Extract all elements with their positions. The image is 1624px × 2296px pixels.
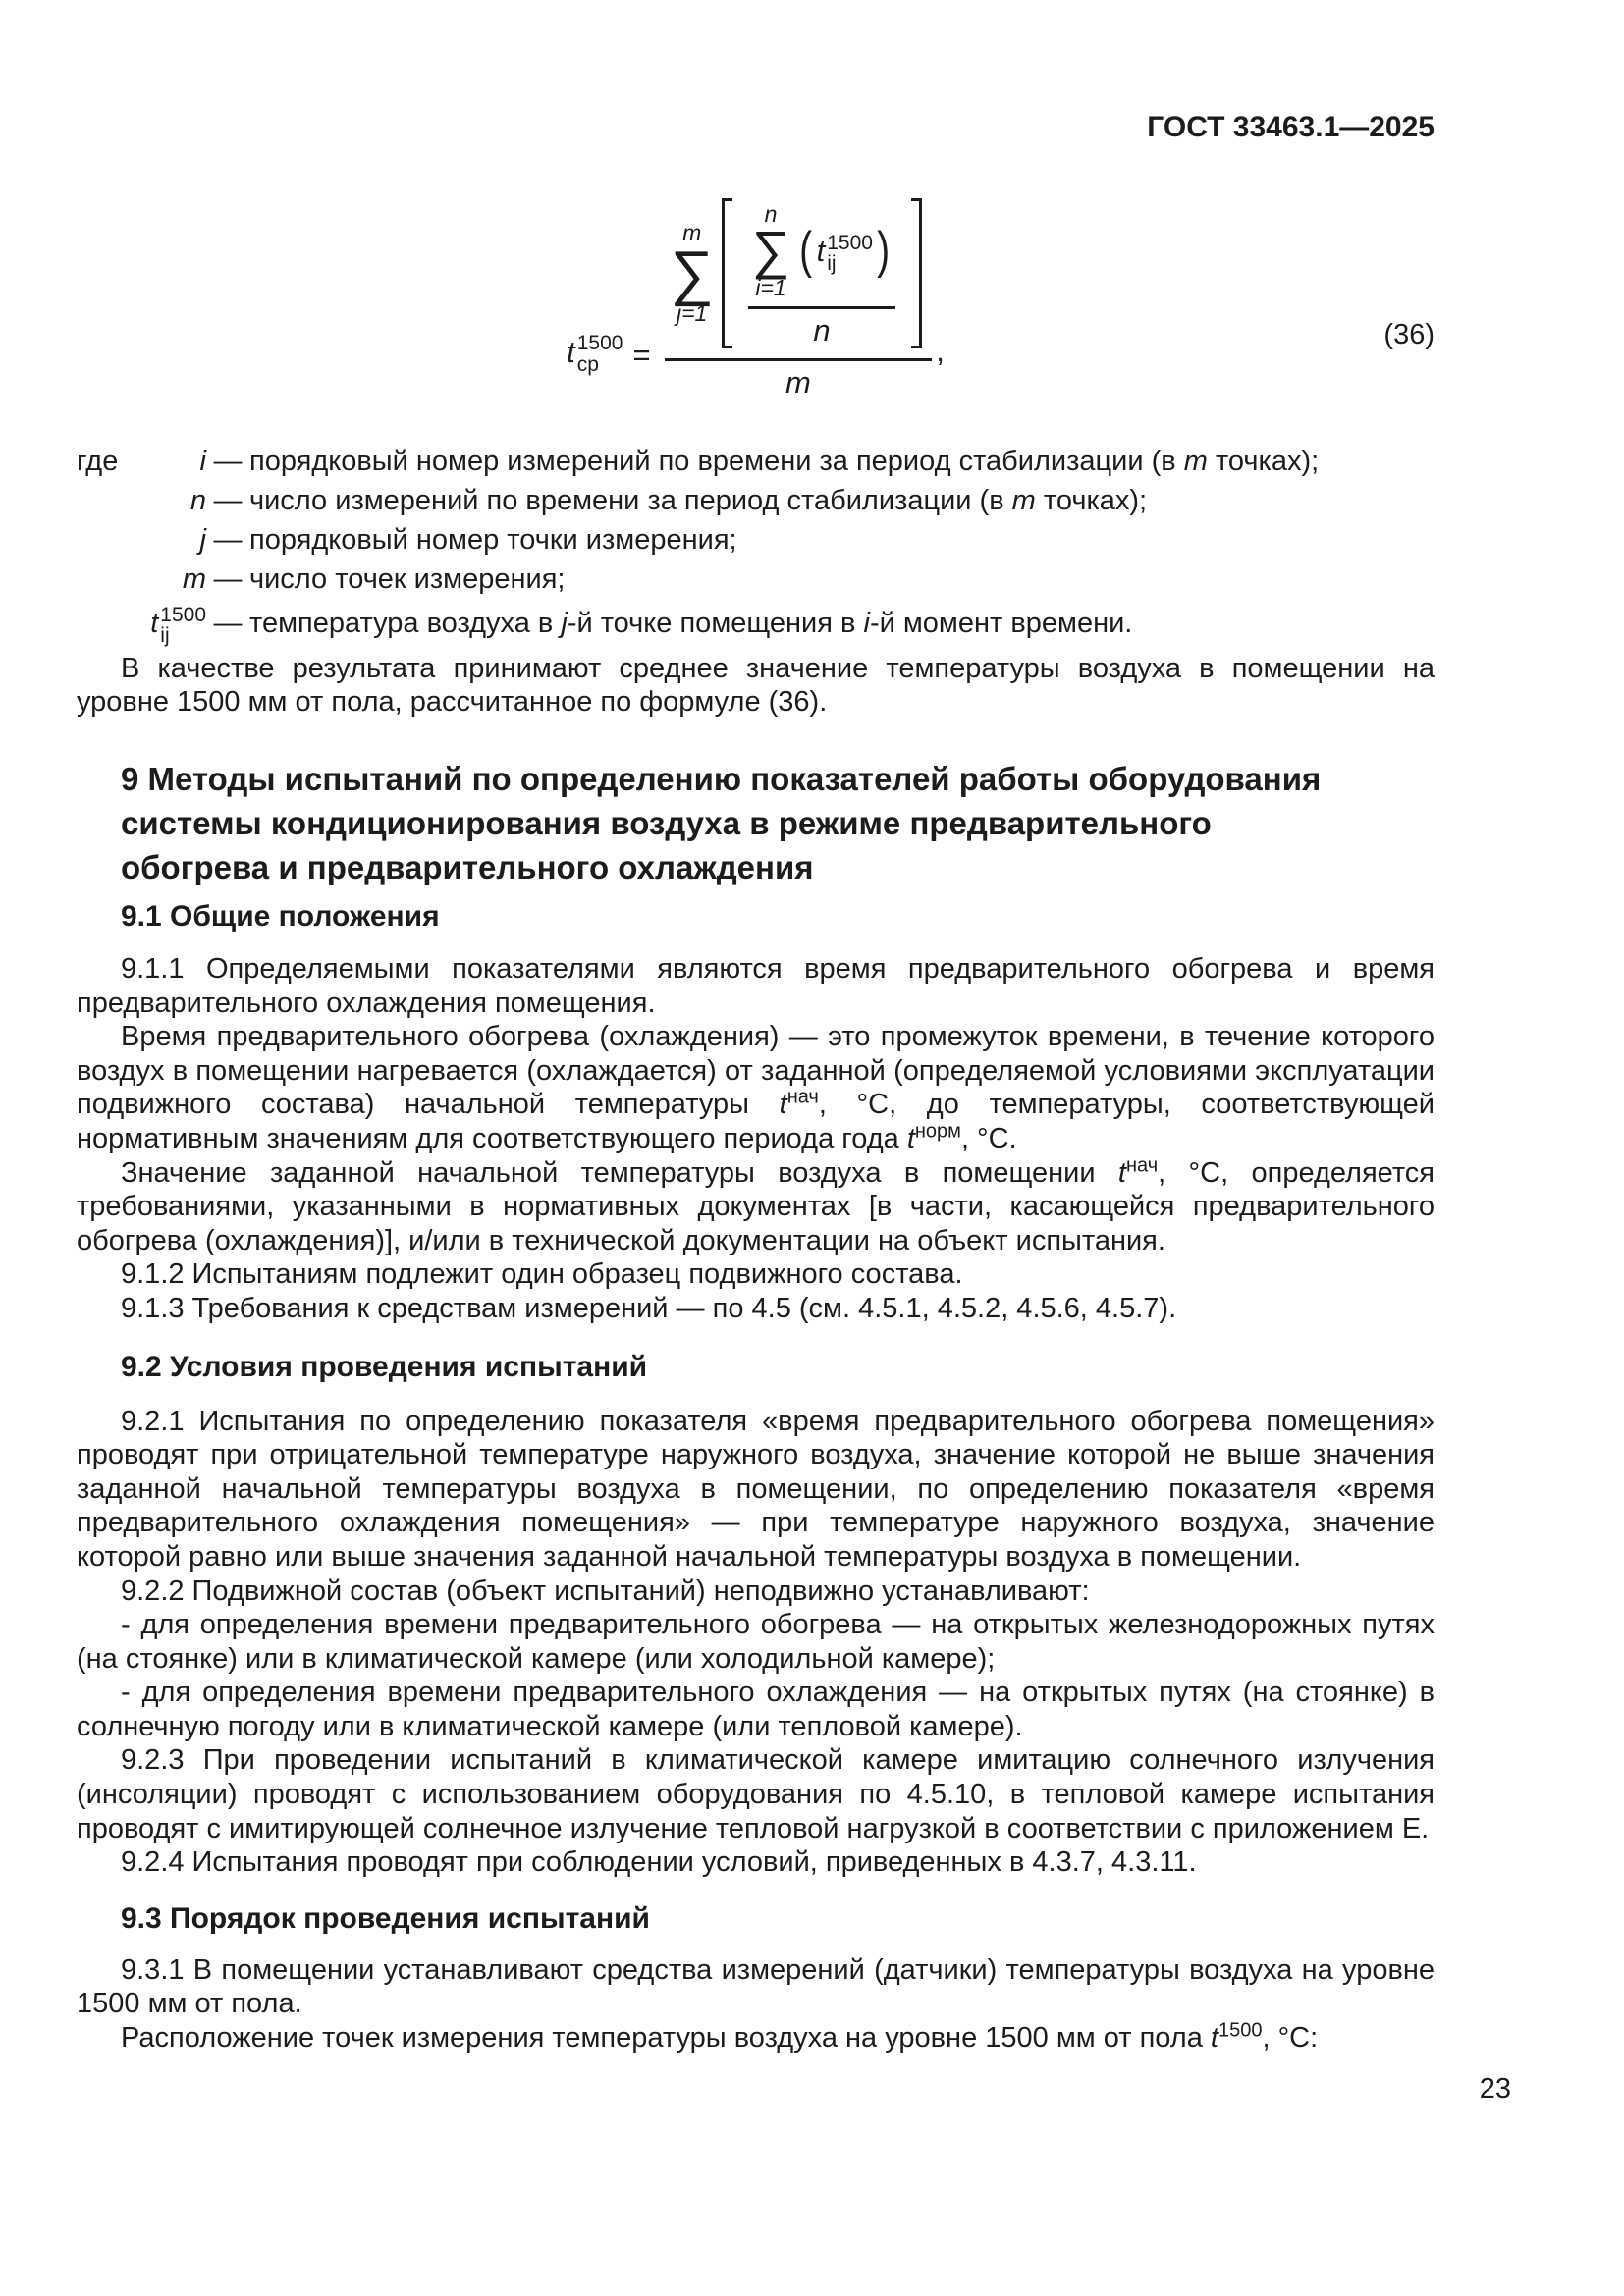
where-item-j: j — порядковый номер точки измерения; <box>199 524 737 556</box>
paragraph-9-2-4: 9.2.4 Испытания проводят при соблюдении условий, приведенных в 4.3.7, 4.3.11. <box>121 1846 1197 1879</box>
where-item-n: n — число измерений по времени за период стабилизации (в m точках); <box>189 485 1148 516</box>
heading-section-9: 9 Методы испытаний по определению показателей работы оборудования системы кондиционирования воздуха в режиме предварительного обогрева и предварительного охлаждения <box>121 761 1322 885</box>
close-paren: ) <box>877 222 891 280</box>
sigma-symbol: ∑ <box>751 221 790 281</box>
where-item-tij: t 1500 ij — температура воздуха в j-й точке помещения в i-й момент времени. <box>150 604 1133 648</box>
left-bracket <box>722 198 732 348</box>
where-item-m: m — число точек измерения; <box>182 563 566 595</box>
paragraph-preheat-time: Время предварительного обогрева (охлаждения) — это промежуток времени, в течение которого воздух в помещении нагревается (охлаждается) от заданной (определяемой условиями эксплуатации подвижного состава) начальной температуры $t^{нач}$, °С, до температуры, соответствующей нормативным значениям для соответствующего периода года $t^{норм}$, °С. <box>77 1021 1435 1154</box>
main-fraction: m ∑ j=1 n ∑ i=1 ( t 1500 ij ) n m <box>665 198 933 400</box>
where-label: где <box>77 446 119 477</box>
equals-sign: = <box>632 338 651 373</box>
temperature-term: t 1500 ij <box>816 231 873 275</box>
where-item-i: где i — порядковый номер измерений по времени за период стабилизации (в m точках); <box>77 446 1320 477</box>
paragraph-9-1-3: 9.1.3 Требования к средствам измерений — по 4.5 (см. 4.5.1, 4.5.2, 4.5.6, 4.5.7). <box>121 1292 1177 1324</box>
paragraph-9-2-1: 9.2.1 Испытания по определению показателя «время предварительного обогрева помещения» проводят при отрицательной температуре наружного воздуха, значение которой не выше значения заданной начальной температуры воздуха в помещении, по определению показателя «время предварительного охлаждения помещения» — при температуре наружного воздуха, значение которой равно или выше значения заданной начальной температуры воздуха в помещении. <box>77 1405 1435 1573</box>
formula-36 <box>77 157 1435 442</box>
heading-9-3: 9.3 Порядок проведения испытаний <box>121 1901 650 1935</box>
paragraph-9-1-2: 9.1.2 Испытаниям подлежит один образец подвижного состава. <box>121 1258 963 1291</box>
formula-equation <box>567 198 945 400</box>
heading-9-2: 9.2 Условия проведения испытаний <box>121 1350 648 1383</box>
paragraph-9-2-2-item-2: - для определения времени предварительного охлаждения — на открытых путях (на стоянке) в солнечную погоду или в климатической камере (или тепловой камере). <box>77 1677 1435 1742</box>
t-ij-1500-symbol: t 1500 ij <box>150 604 206 648</box>
heading-9-1: 9.1 Общие положения <box>121 900 440 933</box>
running-header: ГОСТ 33463.1—2025 <box>1147 111 1435 143</box>
paragraph-9-2-3: 9.2.3 При проведении испытаний в климатической камере имитацию солнечного излучения (инсоляции) проводят с использованием оборудования по 4.5.10, в тепловой камере испытания проводят с имитирующей солнечное излучение тепловой нагрузкой в соответствии с приложением Е. <box>77 1744 1435 1844</box>
paragraph-9-1-1: 9.1.1 Определяемыми показателями являются время предварительного обогрева и время предварительного охлаждения помещения. <box>77 953 1435 1019</box>
formula-comma: , <box>936 334 945 369</box>
paragraph-9-2-2-item-1: - для определения времени предварительного обогрева — на открытых железнодорожных путях (на стоянке) или в климатической камере (или холодильной камере); <box>77 1609 1435 1675</box>
paragraph-initial-value: Значение заданной начальной температуры воздуха в помещении $t^{нач}$, °С, определяется требованиями, указанными в нормативных документах [в части, касающейся предварительного обогрева (охлаждения)], и/или в технической документации на объект испытания. <box>77 1153 1435 1256</box>
page-number: 23 <box>1479 2073 1511 2105</box>
paragraph-result: В качестве результата принимают среднее значение температуры воздуха в помещении на уровне 1500 мм от пола, рассчитанное по формуле (36). <box>77 652 1435 719</box>
formula-lhs: t 1500 ср <box>567 332 623 376</box>
paragraph-measurement-points: Расположение точек измерения температуры воздуха на уровне 1500 мм от пола $t^{1500}$, °С: <box>121 2019 1319 2055</box>
paragraph-9-3-1: 9.3.1 В помещении устанавливают средства измерений (датчики) температуры воздуха на уровне 1500 мм от пола. <box>77 1953 1435 2020</box>
text-block <box>77 0 1435 2056</box>
inner-sum: n ∑ i=1 <box>751 200 790 300</box>
where-definitions <box>77 446 1435 648</box>
outer-sum: m ∑ j=1 <box>670 219 714 326</box>
formula-number: (36) <box>1383 319 1435 350</box>
right-bracket <box>911 198 922 348</box>
open-paren: ( <box>799 222 813 280</box>
paragraph-9-2-2: 9.2.2 Подвижной состав (объект испытаний) неподвижно устанавливают: <box>121 1575 1090 1607</box>
inner-fraction: n ∑ i=1 ( t 1500 ij ) n <box>738 198 906 348</box>
sigma-symbol: ∑ <box>670 239 714 307</box>
